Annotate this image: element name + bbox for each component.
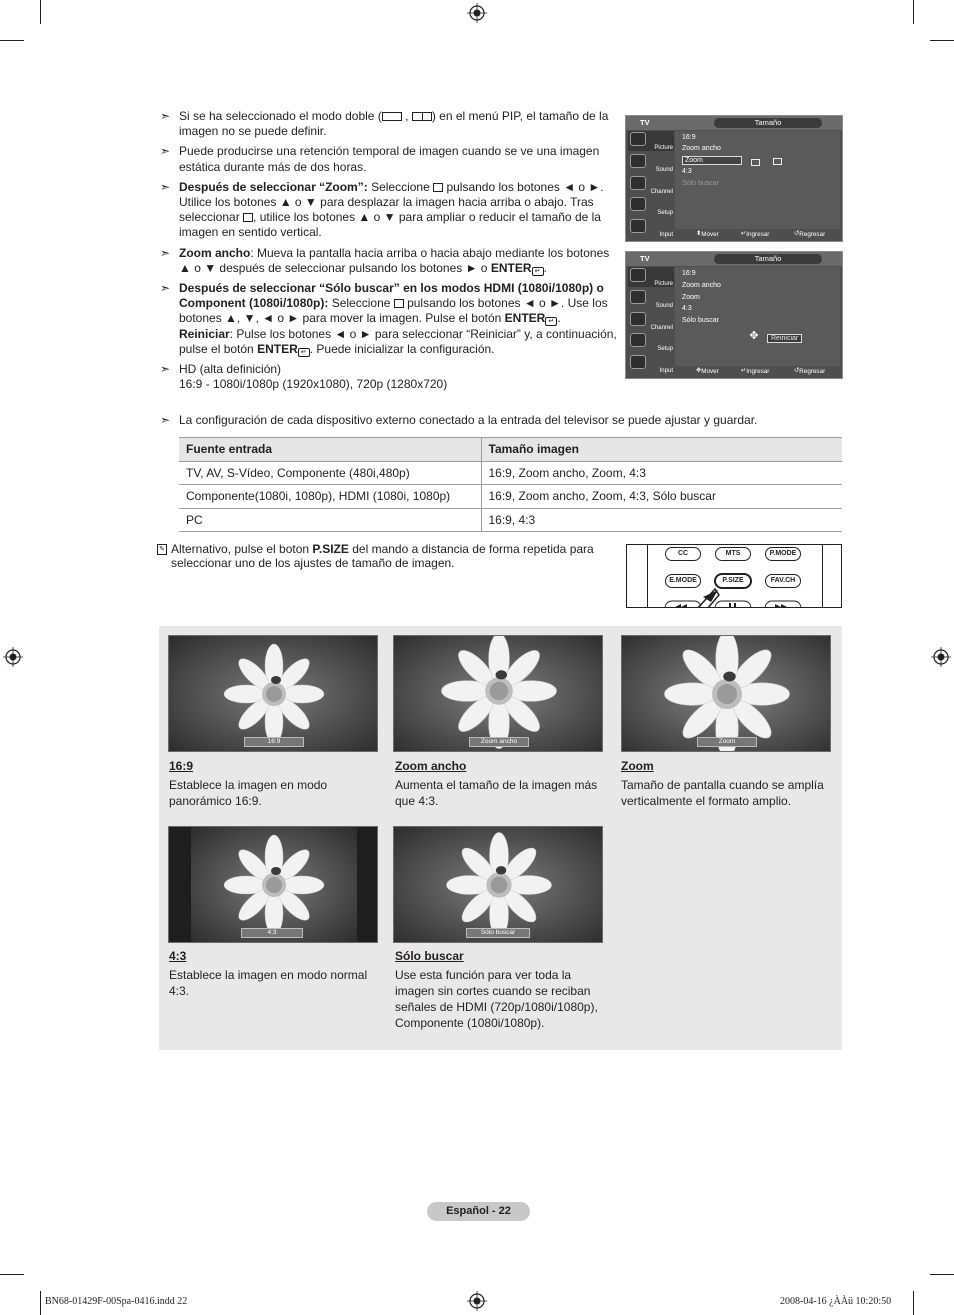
- note-text: del mando a distancia de forma repetida para seleccionar uno de los ajustes de tamaño de imagen.: [171, 542, 594, 570]
- osd-option[interactable]: Zoom: [682, 294, 700, 301]
- crop-mark: [913, 0, 914, 24]
- osd-tv-label: TV: [640, 118, 650, 127]
- hint-label: Regresar: [799, 368, 826, 375]
- caption-desc: Tamaño de pantalla cuando se amplía verticalmente el formato amplio.: [621, 778, 824, 808]
- psize-label: P.SIZE: [312, 542, 349, 556]
- osd-side-input[interactable]: [628, 218, 674, 238]
- note-text: Alternativo, pulse el boton: [171, 542, 313, 556]
- note-text: .: [557, 311, 561, 326]
- move-icon: [751, 159, 760, 166]
- table-header: Tamaño imagen: [481, 438, 842, 462]
- note-arrow-icon: ➣: [160, 281, 171, 296]
- input-icon: [630, 355, 646, 369]
- note-text: Seleccione: [367, 179, 434, 194]
- hint-label: Mover: [701, 368, 719, 375]
- hint-label: Ingresar: [746, 368, 770, 375]
- hint-label: Regresar: [799, 231, 826, 238]
- page-number-badge: Español - 22: [427, 1202, 530, 1221]
- osd-menu-zoom: [625, 115, 843, 242]
- table-cell: PC: [179, 508, 481, 532]
- osd-side-label: Setup: [657, 210, 673, 216]
- osd-options-panel: [675, 267, 840, 366]
- osd-side-setup[interactable]: [628, 332, 674, 352]
- caption-desc: Establece la imagen en modo normal 4:3.: [169, 968, 368, 998]
- osd-side-label: Picture: [654, 281, 673, 287]
- memo-icon: ✎: [157, 544, 167, 555]
- remote-psize-button[interactable]: P.SIZE: [715, 574, 751, 588]
- note-text: pulsando los botones ◄ o ►. Utilice los botones ▲ o ▼ para desplazar la imagen hacia arriba o abajo. Tras seleccionar: [179, 179, 604, 225]
- enter-label: ENTER: [490, 260, 532, 275]
- note-arrow-icon: ➣: [160, 144, 171, 159]
- note-wide-zoom: [160, 246, 618, 276]
- note-external-device: [160, 413, 840, 428]
- osd-side-label: Sound: [655, 167, 673, 173]
- move-hint: ⬍ Mover: [696, 230, 719, 238]
- return-hint: ↺ Regresar: [794, 367, 826, 375]
- size-icon: [773, 158, 782, 165]
- caption-title: 4:3: [169, 949, 187, 963]
- caption-desc: Use esta función para ver toda la imagen sin cortes cuando se reciban señales de HDMI (720p/1080i/1080p), Componente (1080i/1080p).: [395, 968, 598, 1030]
- remote-control-illustration: [626, 544, 842, 608]
- note-text: ,: [401, 109, 412, 123]
- input-icon: [630, 219, 646, 233]
- remote-favch-button[interactable]: FAV.CH: [765, 574, 801, 588]
- note-text: La configuración de cada dispositivo externo conectado a la entrada del televisor se puede ajustar y guardar.: [179, 413, 758, 427]
- osd-side-label: Input: [659, 368, 673, 374]
- osd-option[interactable]: 4:3: [682, 305, 692, 312]
- setup-icon: [630, 333, 646, 347]
- crop-mark: [913, 1291, 914, 1315]
- crop-mark: [930, 1274, 954, 1275]
- move-icon: ✥: [749, 330, 759, 342]
- note-arrow-icon: ➣: [160, 179, 171, 194]
- crop-mark: [930, 40, 954, 41]
- note-text: 16:9 - 1080i/1080p (1920x1080), 720p (1280x720): [179, 377, 448, 392]
- caption-title: Sólo buscar: [395, 949, 464, 963]
- crop-mark: [40, 0, 41, 24]
- osd-title: Tamaño: [714, 118, 822, 128]
- note-retention: [160, 144, 618, 174]
- remote-mts-button[interactable]: MTS: [715, 547, 751, 561]
- photo-4-3: [168, 826, 378, 943]
- reset-label: Reiniciar: [179, 326, 230, 341]
- enter-hint: ↵ Ingresar: [741, 367, 770, 375]
- sound-icon: [630, 154, 646, 168]
- enter-hint: ↵ Ingresar: [741, 230, 770, 238]
- remote-emode-button[interactable]: E.MODE: [665, 574, 701, 588]
- osd-footer: [696, 229, 840, 239]
- osd-title: Tamaño: [714, 254, 822, 264]
- photo-zoom-ancho: [393, 635, 603, 752]
- osd-side-picture[interactable]: [628, 267, 674, 287]
- osd-side-label: Setup: [657, 346, 673, 352]
- osd-side-label: Channel: [650, 189, 673, 195]
- note-text: : Pulse los botones ◄ o ► para seleccionar “Reiniciar” y, a continuación, pulse el botón: [179, 326, 617, 356]
- photo-solo-buscar: [393, 826, 603, 943]
- picture-icon: [630, 268, 646, 282]
- caption-desc: Establece la imagen en modo panorámico 16:9.: [169, 778, 328, 808]
- flower-image: [622, 636, 831, 752]
- osd-option[interactable]: 16:9: [682, 134, 696, 141]
- notes-list: [160, 109, 618, 397]
- photo-16-9: [168, 635, 378, 752]
- osd-side-label: Picture: [654, 145, 673, 151]
- osd-menu-screen-fit: [625, 251, 843, 379]
- table-row: [179, 508, 842, 532]
- osd-options-panel: [675, 131, 840, 229]
- return-hint: ↺ Regresar: [794, 230, 826, 238]
- crop-mark: [0, 40, 24, 41]
- table-cell: TV, AV, S-Vídeo, Componente (480i,480p): [179, 461, 481, 485]
- table-cell: Componente(1080i, 1080p), HDMI (1080i, 1080p): [179, 485, 481, 509]
- note-text: pulsando los botones ◄ o ►. Use los botones ▲, ▼, ◄ o ► para mover la imagen. Pulse el botón: [179, 296, 608, 326]
- note-arrow-icon: ➣: [160, 245, 171, 260]
- table-cell: 16:9, Zoom ancho, Zoom, 4:3: [481, 461, 842, 485]
- remote-lower-buttons: [627, 545, 842, 608]
- note-pip: [160, 109, 618, 139]
- note-bold: Después de seleccionar “Zoom”:: [179, 179, 368, 194]
- note-zoom: [160, 180, 618, 241]
- enter-label: ENTER: [257, 341, 298, 356]
- remote-cc-button[interactable]: CC: [665, 547, 701, 561]
- enter-icon: ↵: [298, 348, 310, 357]
- footer-file-info: BN68-01429F-00Spa-0416.indd 22: [45, 1296, 188, 1307]
- osd-option-selected[interactable]: Sólo buscar: [682, 317, 719, 324]
- osd-sidebar: [628, 267, 674, 376]
- note-text: HD (alta definición): [179, 362, 282, 377]
- osd-option-selected[interactable]: Zoom: [682, 156, 742, 165]
- registration-mark-icon: [931, 647, 951, 667]
- sound-icon: [630, 290, 646, 304]
- osd-footer: [696, 366, 840, 376]
- table-cell: 16:9, Zoom ancho, Zoom, 4:3, Sólo buscar: [481, 485, 842, 509]
- registration-mark-icon: [467, 3, 487, 23]
- channel-icon: [630, 176, 646, 190]
- osd-side-label: Input: [659, 232, 673, 238]
- note-text: Puede producirse una retención temporal de imagen cuando se ve una imagen estática durante más de dos horas.: [179, 144, 600, 174]
- size-label-bar: Zoom ancho: [469, 737, 529, 747]
- osd-titlebar: [626, 252, 842, 266]
- enter-icon: ↵: [532, 267, 544, 276]
- note-text: Si se ha seleccionado el modo doble (: [179, 109, 382, 123]
- table-header-row: [179, 438, 842, 462]
- caption-title: 16:9: [169, 759, 194, 773]
- note-arrow-icon: ➣: [160, 362, 171, 377]
- alt-note: [157, 542, 617, 570]
- osd-side-setup[interactable]: [628, 196, 674, 216]
- hint-label: Ingresar: [746, 231, 770, 238]
- reset-button[interactable]: Reiniciar: [767, 334, 802, 343]
- osd-sidebar: [628, 131, 674, 239]
- note-arrow-icon: ➣: [160, 413, 171, 427]
- channel-icon: [630, 312, 646, 326]
- size-label-bar: 16:9: [244, 737, 304, 747]
- note-text: .: [543, 260, 547, 275]
- table-row: [179, 485, 842, 509]
- note-hd: [160, 362, 618, 392]
- osd-side-sound[interactable]: [628, 289, 674, 309]
- crop-mark: [0, 1274, 24, 1275]
- osd-side-label: Channel: [650, 325, 673, 331]
- osd-option[interactable]: Zoom ancho: [682, 282, 721, 289]
- picture-icon: [630, 132, 646, 146]
- osd-option[interactable]: Zoom ancho: [682, 145, 721, 152]
- crop-mark: [40, 1291, 41, 1315]
- flower-image: [394, 827, 603, 943]
- flower-image: [169, 636, 378, 752]
- pip-split-icon: [412, 112, 432, 121]
- registration-mark-icon: [467, 1291, 487, 1311]
- size-label-bar: Zoom: [697, 737, 757, 747]
- osd-side-channel[interactable]: [628, 311, 674, 331]
- osd-side-picture[interactable]: [628, 131, 674, 151]
- table-cell: 16:9, 4:3: [481, 508, 842, 532]
- note-text: Seleccione: [328, 296, 394, 311]
- note-text: . Puede inicializar la configuración.: [309, 341, 495, 356]
- footer-timestamp: 2008-04-16 ¿ÀÀü 10:20:50: [780, 1296, 892, 1307]
- enter-label: ENTER: [504, 311, 546, 326]
- note-arrow-icon: ➣: [160, 109, 171, 123]
- hint-label: Mover: [701, 231, 719, 238]
- registration-mark-icon: [3, 647, 23, 667]
- setup-icon: [630, 197, 646, 211]
- move-hint: ✥ Mover: [696, 367, 719, 375]
- osd-titlebar: [626, 116, 842, 130]
- flower-image: [394, 636, 603, 752]
- note-text: : Mueva la pantalla hacia arriba o hacia abajo mediante los botones ▲ o ▼ después de seleccionar pulsando los botones ► o: [179, 245, 610, 275]
- input-size-table: [179, 437, 842, 532]
- caption-desc: Aumenta el tamaño de la imagen más que 4:3.: [395, 778, 598, 808]
- table-header: Fuente entrada: [179, 438, 481, 462]
- note-text: , utilice los botones ▲ o ▼ para ampliar o reducir el tamaño de la imagen en sentido vertical.: [179, 210, 601, 240]
- photo-zoom: [621, 635, 831, 752]
- note-bold: Después de seleccionar “Sólo buscar” en los modos HDMI (1080i/1080p) o Component (1080i/1080p):: [179, 281, 604, 311]
- osd-side-sound[interactable]: [628, 153, 674, 173]
- size-label-bar: 4:3: [241, 928, 303, 938]
- osd-option[interactable]: 16:9: [682, 270, 696, 277]
- enter-icon: ↵: [545, 317, 557, 326]
- move-icon: [433, 183, 443, 192]
- move-icon: [394, 299, 404, 308]
- caption-title: Zoom: [621, 759, 654, 773]
- note-text: ) en el menú PIP, el tamaño de la imagen no se puede definir.: [179, 109, 609, 139]
- osd-option-disabled: Sólo buscar: [682, 180, 719, 187]
- size-label-bar: Sólo buscar: [466, 928, 530, 938]
- osd-option[interactable]: 4:3: [682, 168, 692, 175]
- pip-double-icon: [382, 112, 402, 121]
- note-bold: Zoom ancho: [179, 245, 251, 260]
- osd-side-label: Sound: [655, 303, 673, 309]
- note-screen-fit: [160, 281, 618, 357]
- osd-side-input[interactable]: [628, 354, 674, 374]
- osd-side-channel[interactable]: [628, 175, 674, 195]
- osd-tv-label: TV: [640, 254, 650, 263]
- table-row: [179, 461, 842, 485]
- size-icon: [243, 213, 253, 222]
- flower-image: [169, 827, 378, 943]
- remote-pmode-button[interactable]: P.MODE: [765, 547, 801, 561]
- caption-title: Zoom ancho: [395, 759, 467, 773]
